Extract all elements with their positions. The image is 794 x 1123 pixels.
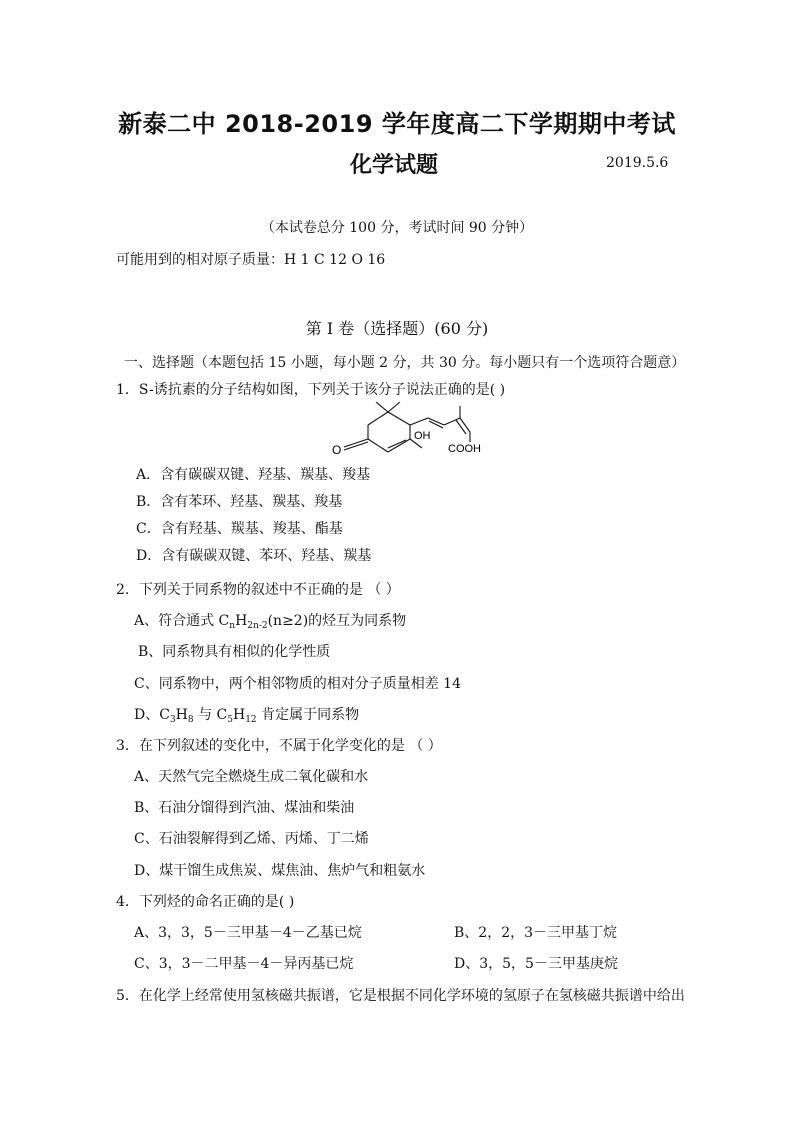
q2-option-d-text: D、C	[134, 707, 170, 723]
q3-option-b[interactable]: B、石油分馏得到汽油、煤油和柴油	[134, 800, 355, 816]
q1-stem: 1．S-诱抗素的分子结构如图，下列关于该分子说法正确的是( )	[116, 382, 506, 398]
molecule-cooh-label: COOH	[448, 443, 481, 455]
q2-option-d-text: H	[175, 707, 188, 723]
q2-option-d-text: H	[232, 707, 246, 723]
q2-stem: 2．下列关于同系物的叙述中不正确的是 （ ）	[116, 582, 400, 598]
q2-option-b[interactable]: B、同系物具有相似的化学性质	[138, 644, 331, 660]
q2-option-a[interactable]	[134, 610, 406, 631]
exam-note: （本试卷总分 100 分，考试时间 90 分钟）	[260, 220, 534, 236]
q1-option-d[interactable]: D．含有碳碳双键、苯环、羟基、羰基	[136, 548, 372, 564]
q4-option-d[interactable]: D、3，5，5－三甲基庚烷	[454, 956, 618, 972]
q2-option-d[interactable]	[134, 704, 359, 725]
q2-option-d-text: 与 C	[193, 707, 228, 723]
q2-option-d-sub: 12	[245, 715, 257, 725]
q4-stem: 4．下列烃的命名正确的是( )	[116, 894, 295, 910]
q2-option-a-text: (n≥2)的烃互为同系物	[267, 613, 407, 629]
q3-option-c[interactable]: C、石油裂解得到乙烯、丙烯、丁二烯	[134, 831, 369, 847]
q4-option-c[interactable]: C、3，3－二甲基－4－异丙基已烷	[134, 956, 354, 972]
q1-option-c[interactable]: C．含有羟基、羰基、羧基、酯基	[136, 521, 343, 537]
q2-option-a-sub: n	[229, 621, 236, 631]
q4-option-a[interactable]: A、3，3，5－三甲基－4－乙基已烷	[134, 925, 362, 941]
q3-option-a[interactable]: A、天然气完全燃烧生成二氧化碳和水	[134, 769, 369, 785]
molecule-o-label: O	[332, 443, 342, 457]
q2-option-c[interactable]: C、同系物中，两个相邻物质的相对分子质量相差 14	[134, 676, 461, 692]
q3-stem: 3．在下列叙述的变化中，不属于化学变化的是 （ ）	[116, 738, 442, 754]
q2-option-d-sub: 3	[169, 715, 176, 725]
q2-option-a-sub: 2n-2	[247, 621, 268, 631]
q1-option-b[interactable]: B．含有苯环、羟基、羰基、羧基	[136, 494, 343, 510]
q2-option-a-text: A、符合通式 C	[134, 613, 230, 629]
q4-option-b[interactable]: B、2，2，3－三甲基丁烷	[454, 925, 618, 941]
q2-option-a-text: H	[235, 613, 248, 629]
q5-stem: 5．在化学上经常使用氢核磁共振谱，它是根据不同化学环境的氢原子在氢核磁共振谱中给出	[116, 988, 685, 1004]
q2-option-d-sub: 5	[227, 715, 233, 725]
q3-option-d[interactable]: D、煤干馏生成焦炭、煤焦油、焦炉气和粗氨水	[134, 863, 426, 879]
exam-subtitle: 化学试题	[350, 153, 439, 178]
q2-option-d-sub: 8	[187, 715, 194, 725]
section-instruction: 一、选择题（本题包括 15 小题，每小题 2 分，共 30 分。每小题只有一个选项符合题意）	[124, 355, 686, 371]
exam-date: 2019.5.6	[606, 155, 669, 171]
exam-title: 新泰二中 2018-2019 学年度高二下学期期中考试	[118, 110, 676, 138]
q1-option-a[interactable]: A．含有碳碳双键、羟基、羰基、羧基	[136, 467, 371, 483]
q2-option-d-text: 肯定属于同系物	[256, 707, 360, 723]
atomic-masses: 可能用到的相对原子质量：H 1 C 12 O 16	[116, 252, 386, 268]
molecule-oh-label: OH	[414, 430, 431, 442]
section-title: 第 I 卷（选择题）(60 分)	[305, 319, 489, 338]
molecule-structure	[330, 402, 500, 462]
